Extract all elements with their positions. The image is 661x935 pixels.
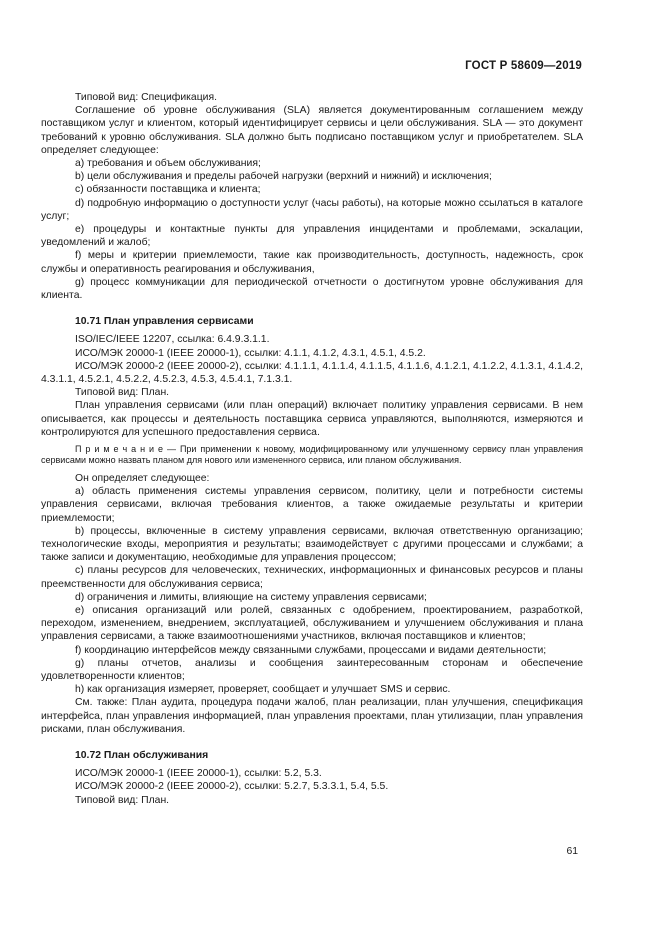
reference-line: ИСО/МЭК 20000-1 (IEEE 20000-1), ссылки: 5.2, 5.3.: [75, 768, 322, 780]
list-item: e) процедуры и контактные пункты для управления инцидентами и проблемами, эскалации, уведомлений и жалоб;: [41, 224, 583, 249]
paragraph: Соглашение об уровне обслуживания (SLA) является документированным соглашением между поставщиком услуг и клиентом, который идентифицирует сервисы и цели обслуживания. SLA — это документ требований к уровню обслуживания. SLA должно быть подписано поставщиком услуг и приобретателем. SLA определяет следующее:: [41, 105, 583, 156]
list-item: d) ограничения и лимиты, влияющие на систему управления сервисами;: [75, 591, 427, 603]
list-item: c) планы ресурсов для человеческих, технических, информационных и финансовых ресурсов и планы преемственности для обслуживания сервиса;: [41, 565, 583, 590]
paragraph: Типовой вид: План.: [75, 794, 170, 806]
list-item: f) координацию интерфейсов между связанными службами, процессами и видами деятельности;: [75, 644, 547, 656]
list-item: g) процесс коммуникации для периодической отчетности о достигнутом уровне обслуживания для клиента.: [41, 276, 583, 302]
paragraph: Типовой вид: Спецификация.: [75, 92, 217, 103]
list-item: g) планы отчетов, анализы и сообщения заинтересованным сторонам и обеспечение удовлетворенности клиентов;: [41, 657, 583, 682]
list-item: a) требования и объем обслуживания;: [75, 158, 261, 170]
section-heading: 10.71 План управления сервисами: [75, 316, 254, 328]
reference-line: ISO/IEC/IEEE 12207, ссылка: 6.4.9.3.1.1.: [75, 334, 270, 346]
paragraph: Типовой вид: План.: [75, 387, 170, 399]
note: П р и м е ч а н и е — При применении к новому, модифицированному или улучшенному сервису план управления сервисами можно назвать планом для нового или измененного сервиса, или планом обслуживания.: [41, 444, 583, 466]
document-header: ГОСТ Р 58609—2019: [465, 60, 582, 72]
list-item: c) обязанности поставщика и клиента;: [75, 184, 261, 196]
page-number: 61: [566, 846, 578, 857]
list-item: b) процессы, включенные в систему управления сервисами, включая ответственную организацию; технологические входы, мероприятия и результаты; взаимодействует с другими процессами и службами; а также записи и документацию, необходимые для управления процессом;: [41, 525, 583, 564]
list-item: e) описания организаций или ролей, связанных с одобрением, проектированием, разработкой, переходом, изменением, внедрением, эксплуатацией, обслуживанием и улучшением обслуживания и плана управления сервисами, а также взаимоотношениями участников, включая поставщиков и клиентов;: [41, 604, 583, 643]
reference-line: ИСО/МЭК 20000-2 (IEEE 20000-2), ссылки: 5.2.7, 5.3.3.1, 5.4, 5.5.: [75, 781, 389, 793]
paragraph: План управления сервисами (или план операций) включает политику управления сервисами. В нем описывается, как процессы и деятельность поставщика сервиса управляются, выполняются, измеряются и контролируются для успешного предоставления сервиса.: [41, 400, 583, 438]
paragraph: Он определяет следующее:: [75, 472, 210, 484]
paragraph: См. также: План аудита, процедура подачи жалоб, план реализации, план улучшения, спецификация интерфейса, план управления информацией, план управления проектами, план утилизации, план управления рисками, план обслуживания.: [41, 697, 583, 735]
reference-line: ИСО/МЭК 20000-2 (IEEE 20000-2), ссылки: 4.1.1.1, 4.1.1.4, 4.1.1.5, 4.1.1.6, 4.1.2.1, 4.1.2.2, 4.1.3.1, 4.1.4.2, 4.3.1.1, 4.5.2.1, 4.5.2.2, 4.5.2.3, 4.5.3, 4.5.4.1, 7.1.3.1.: [41, 360, 583, 386]
list-item: b) цели обслуживания и пределы рабочей нагрузки (верхний и нижний) и исключения;: [75, 171, 492, 183]
list-item: f) меры и критерии приемлемости, такие как производительность, доступность, надежность, срок службы и оперативность реагирования и обслуживания,: [41, 250, 583, 275]
page-body: [41, 91, 583, 807]
list-item: h) как организация измеряет, проверяет, сообщает и улучшает SMS и сервис.: [75, 684, 451, 696]
list-item: d) подробную информацию о доступности услуг (часы работы), на которые можно ссылаться в каталоге услуг;: [41, 197, 583, 222]
list-item: a) область применения системы управления сервисом, политику, цели и потребности системы управления сервисами, включая требования клиентов, а также ожидаемые результаты и критерии приемлемости;: [41, 486, 583, 524]
section-heading: 10.72 План обслуживания: [75, 749, 209, 761]
reference-line: ИСО/МЭК 20000-1 (IEEE 20000-1), ссылки: 4.1.1, 4.1.2, 4.3.1, 4.5.1, 4.5.2.: [75, 347, 426, 359]
